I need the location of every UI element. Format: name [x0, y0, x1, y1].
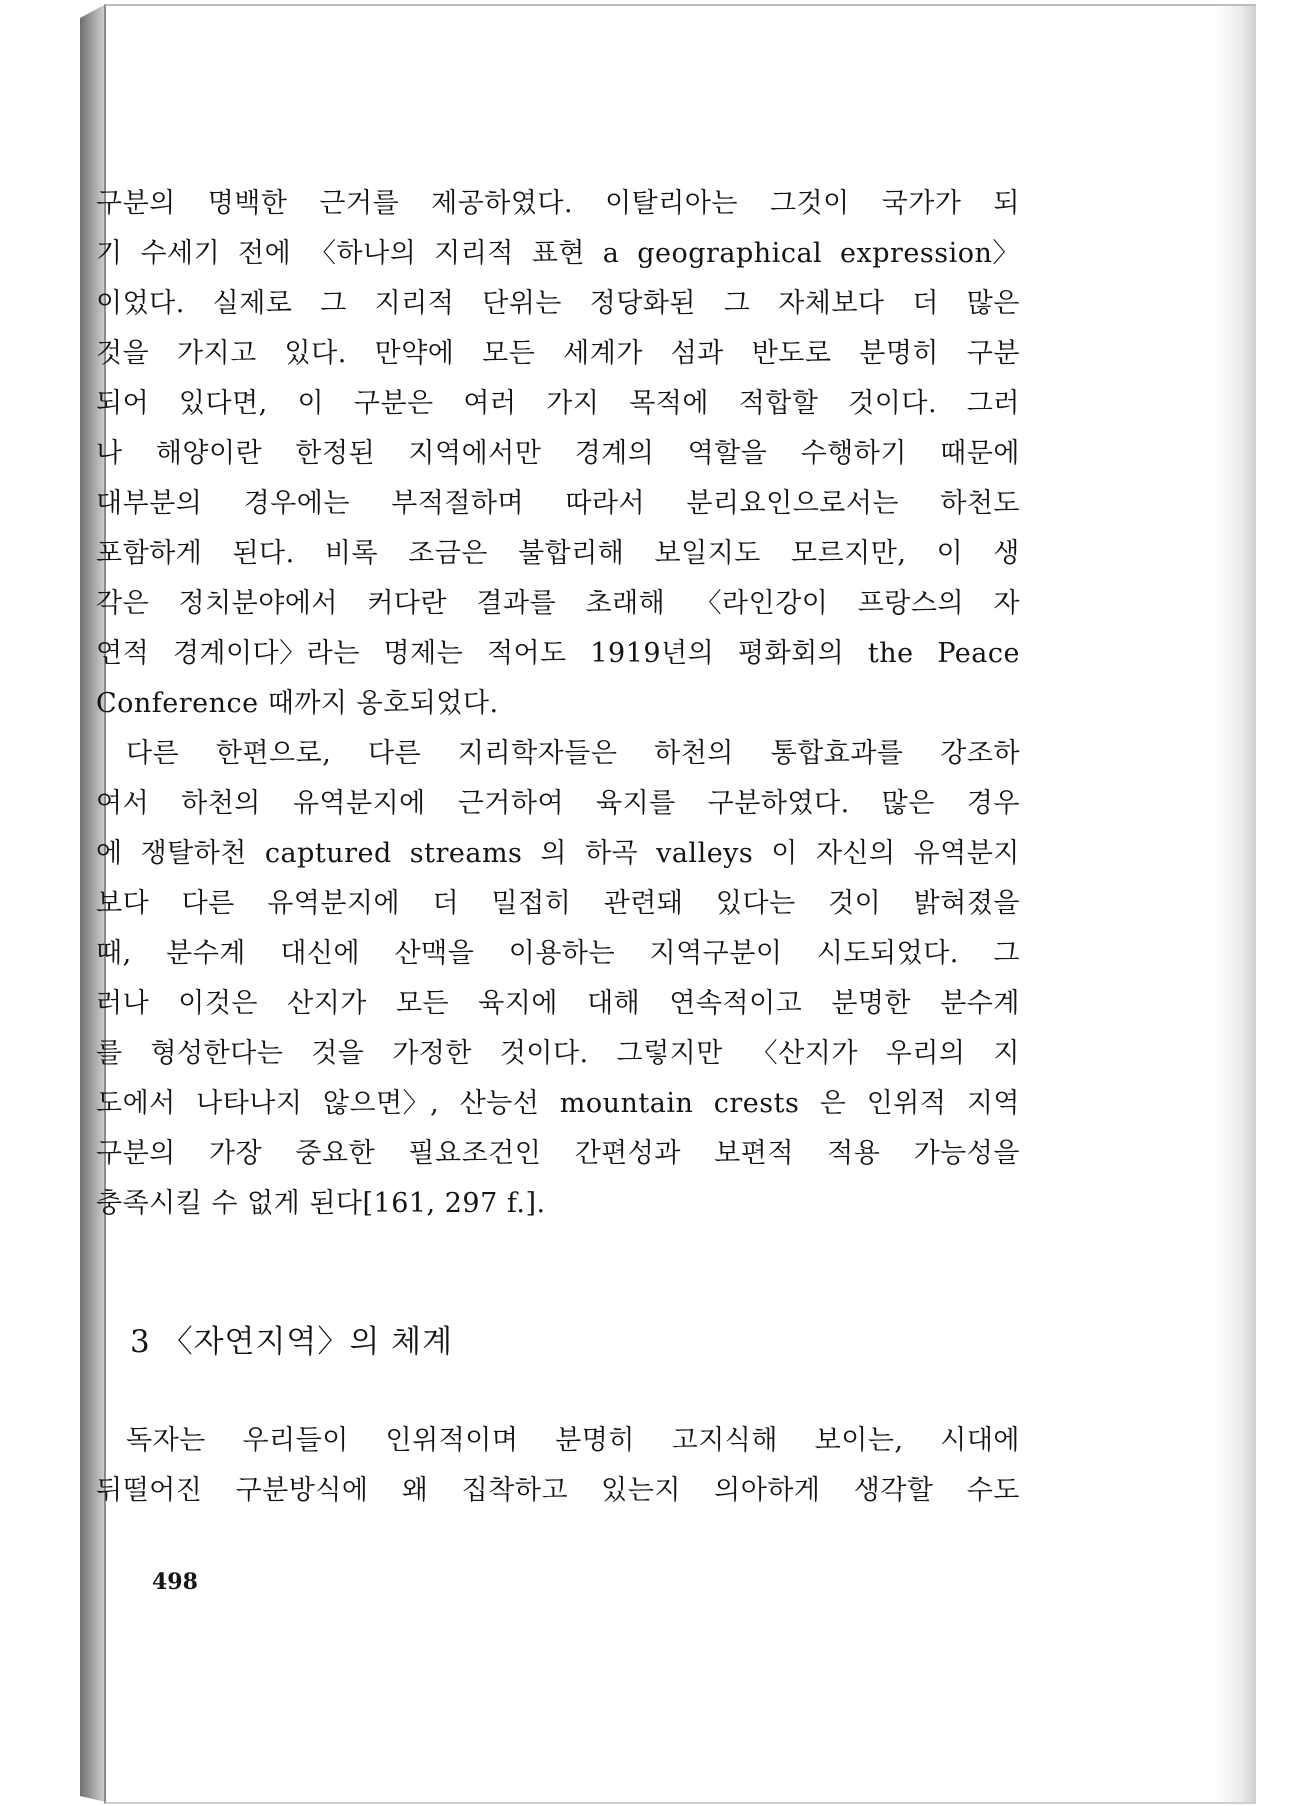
text-line: 때, 분수계 대신에 산맥을 이용하는 지역구분이 시도되었다. 그: [96, 938, 1020, 969]
section-heading: 3 〈자연지역〉의 체계: [130, 1324, 454, 1360]
text-line: 것을 가지고 있다. 만약에 모든 세계가 섬과 반도로 분명히 구분: [96, 338, 1020, 369]
text-line: 대부분의 경우에는 부적절하며 따라서 분리요인으로서는 하천도: [96, 488, 1020, 519]
text-line: 각은 정치분야에서 커다란 결과를 초래해 〈라인강이 프랑스의 자: [96, 588, 1020, 619]
text-line: 구분의 명백한 근거를 제공하였다. 이탈리아는 그것이 국가가 되: [96, 188, 1020, 219]
text-line: 다른 한편으로, 다른 지리학자들은 하천의 통합효과를 강조하: [126, 738, 1020, 769]
text-line: 독자는 우리들이 인위적이며 분명히 고지식해 보이는, 시대에: [126, 1425, 1020, 1456]
text-line: 러나 이것은 산지가 모든 육지에 대해 연속적이고 분명한 분수계: [96, 988, 1020, 1019]
text-line: Conference 때까지 옹호되었다.: [96, 688, 499, 719]
text-line: 구분의 가장 중요한 필요조건인 간편성과 보편적 적용 가능성을: [96, 1138, 1020, 1169]
body-text: [96, 179, 1020, 1229]
text-line: 포함하게 된다. 비록 조금은 불합리해 보일지도 모르지만, 이 생: [96, 538, 1020, 569]
body-text-continued: [96, 1416, 1020, 1516]
text-line: 기 수세기 전에 〈하나의 지리적 표현 a geographical expression〉: [96, 238, 1020, 269]
text-line: 에 쟁탈하천 captured streams 의 하곡 valleys 이 자신의 유역분지: [96, 838, 1020, 869]
page-number: 498: [152, 1569, 198, 1595]
text-line: 여서 하천의 유역분지에 근거하여 육지를 구분하였다. 많은 경우: [96, 788, 1020, 819]
text-line: 이었다. 실제로 그 지리적 단위는 정당화된 그 자체보다 더 많은: [96, 288, 1020, 319]
text-line: 뒤떨어진 구분방식에 왜 집착하고 있는지 의아하게 생각할 수도: [96, 1475, 1020, 1506]
text-line: 나 해양이란 한정된 지역에서만 경계의 역할을 수행하기 때문에: [96, 438, 1020, 469]
text-line: 보다 다른 유역분지에 더 밀접히 관련돼 있다는 것이 밝혀졌을: [96, 888, 1020, 919]
text-line: 도에서 나타나지 않으면〉, 산능선 mountain crests 은 인위적 지역: [96, 1088, 1020, 1119]
page-edge-shadow: [1216, 6, 1256, 1802]
text-line: 충족시킬 수 없게 된다[161, 297 f.].: [96, 1188, 546, 1219]
text-line: 되어 있다면, 이 구분은 여러 가지 목적에 적합할 것이다. 그러: [96, 388, 1020, 419]
text-line: 연적 경계이다〉라는 명제는 적어도 1919년의 평화회의 the Peace: [96, 638, 1020, 669]
text-line: 를 형성한다는 것을 가정한 것이다. 그렇지만 〈산지가 우리의 지: [96, 1038, 1020, 1069]
